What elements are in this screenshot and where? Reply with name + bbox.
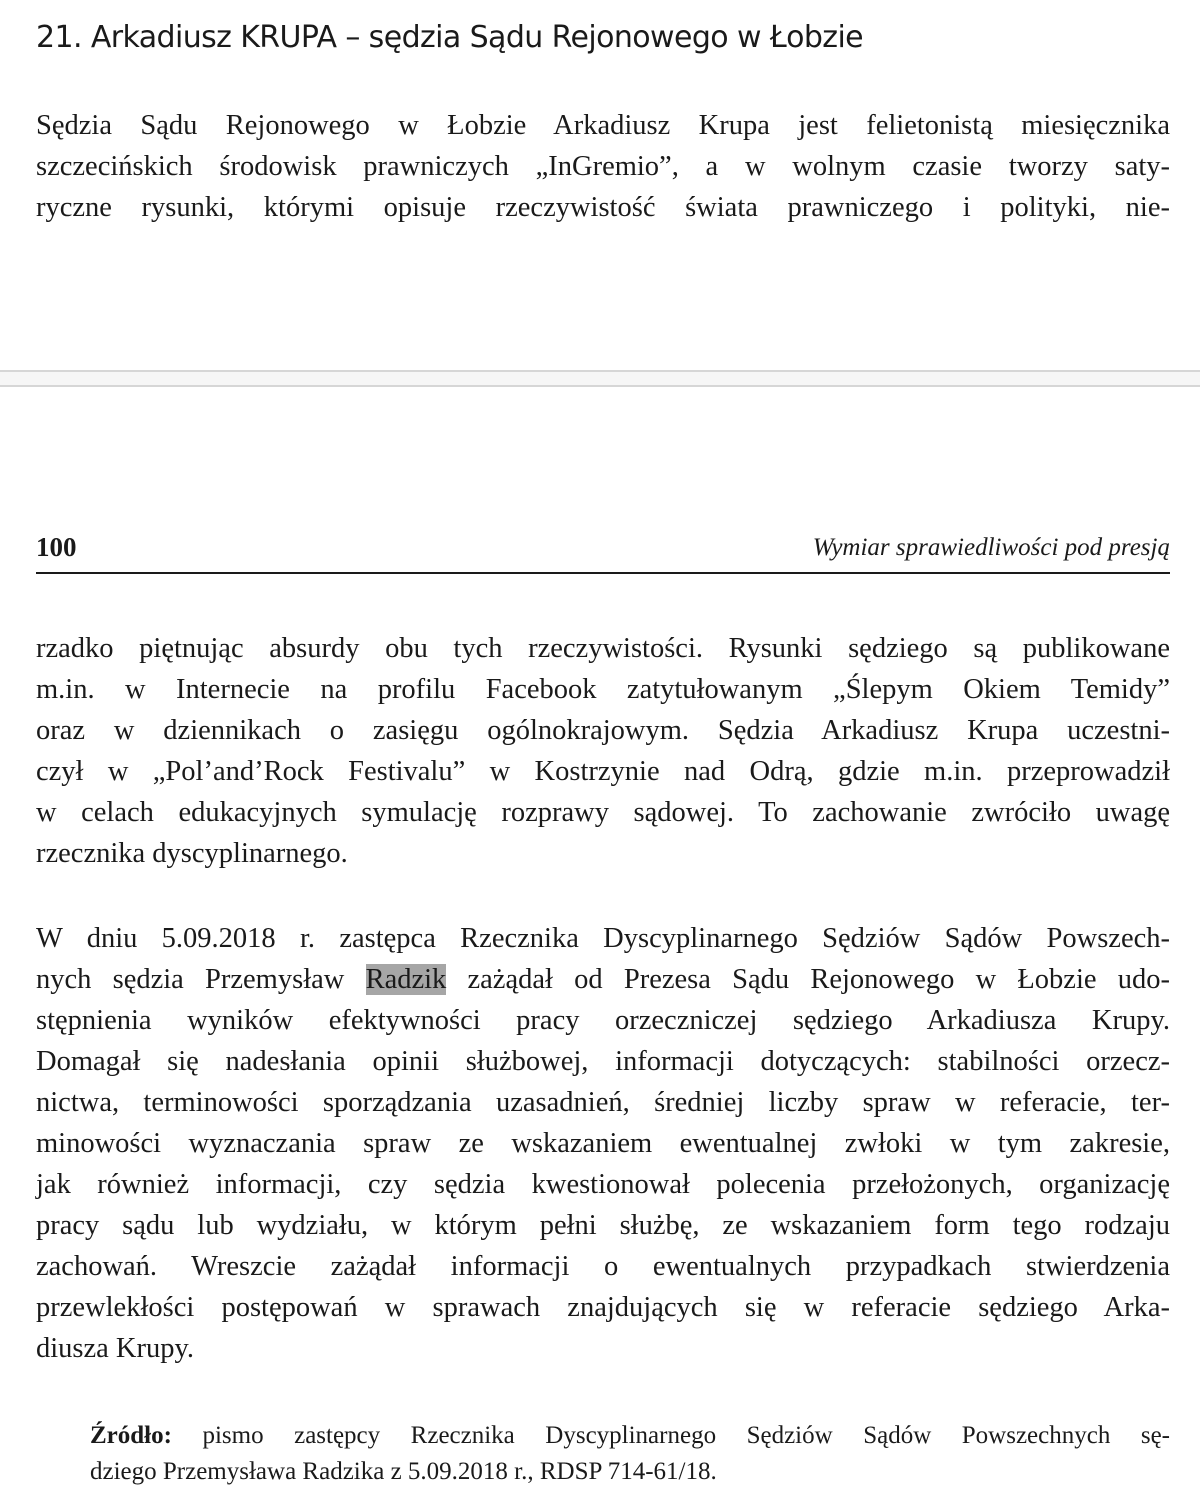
text-line: zachowań. Wreszcie zażądał informacji o ewentualnych przypadkach stwierdzenia	[36, 1251, 1170, 1282]
paragraph-1	[36, 628, 1170, 874]
text-line: minowości wyznaczania spraw ze wskazaniem ewentualnej zwłoki w tym zakresie,	[36, 1128, 1170, 1159]
text-line: m.in. w Internecie na profilu Facebook zatytułowanym „Ślepym Okiem Temidy”	[36, 674, 1170, 705]
text-line: W dniu 5.09.2018 r. zastępca Rzecznika Dyscyplinarnego Sędziów Sądów Powszech-	[36, 923, 1170, 954]
text-segment: zażądał od Prezesa Sądu Rejonowego w Łobzie udo-	[446, 964, 1170, 995]
text-line: jak również informacji, czy sędzia kwestionował polecenia przełożonych, organizację	[36, 1169, 1170, 1200]
text-segment: pismo zastępcy Rzecznika Dyscyplinarnego Sędziów Sądów Powszechnych sę-	[171, 1422, 1170, 1449]
page-number: 100	[36, 532, 77, 562]
text-line	[36, 959, 1170, 1000]
page-break-separator	[0, 370, 1200, 387]
text-line: Domagał się nadesłania opinii służbowej, informacji dotyczących: stabilności orzecz-	[36, 1046, 1170, 1077]
previous-page-bottom	[0, 0, 1200, 371]
text-line: ryczne rysunki, którymi opisuje rzeczywistość świata prawniczego i polityki, nie-	[36, 192, 1170, 223]
text-line: diusza Krupy.	[36, 1333, 195, 1364]
text-line: czył w „Pol’and’Rock Festivalu” w Kostrzynie nad Odrą, gdzie m.in. przeprowadził	[36, 756, 1170, 787]
book-title: Wymiar sprawiedliwości pod presją	[812, 534, 1170, 561]
text-line: stępnienia wyników efektywności pracy orzeczniczej sędziego Arkadiusza Krupy.	[36, 1005, 1170, 1036]
running-head	[36, 532, 1170, 574]
text-line: w celach edukacyjnych symulację rozprawy sądowej. To zachowanie zwróciło uwagę	[36, 797, 1170, 828]
text-line: przewlekłości postępowań w sprawach znajdujących się w referacie sędziego Arka-	[36, 1292, 1170, 1323]
highlighted-search-match[interactable]: Radzik	[365, 964, 447, 995]
source-note	[90, 1418, 1170, 1490]
text-line: dziego Przemysława Radzika z 5.09.2018 r., RDSP 714-61/18.	[90, 1458, 717, 1485]
text-line: rzecznika dyscyplinarnego.	[36, 838, 348, 869]
text-line: oraz w dziennikach o zasięgu ogólnokrajowym. Sędzia Arkadiusz Krupa uczestni-	[36, 715, 1170, 746]
paragraph-2	[36, 918, 1170, 1369]
text-line: szczecińskich środowisk prawniczych „InGremio”, a w wolnym czasie tworzy saty-	[36, 151, 1170, 182]
intro-paragraph	[36, 105, 1170, 228]
text-line: pracy sądu lub wydziału, w którym pełni służbę, ze wskazaniem form tego rodzaju	[36, 1210, 1170, 1241]
text-line: rzadko piętnując absurdy obu tych rzeczywistości. Rysunki sędziego są publikowane	[36, 633, 1170, 664]
text-line: Sędzia Sądu Rejonowego w Łobzie Arkadiusz Krupa jest felietonistą miesięcznika	[36, 110, 1170, 141]
section-heading: 21. Arkadiusz KRUPA – sędzia Sądu Rejonowego w Łobzie	[36, 20, 864, 55]
source-label: Źródło:	[90, 1422, 172, 1449]
text-line: nictwa, terminowości sporządzania uzasadnień, średniej liczby spraw w referacie, ter-	[36, 1087, 1170, 1118]
text-line	[90, 1418, 1170, 1454]
text-segment: nych sędzia Przemysław	[36, 964, 366, 995]
